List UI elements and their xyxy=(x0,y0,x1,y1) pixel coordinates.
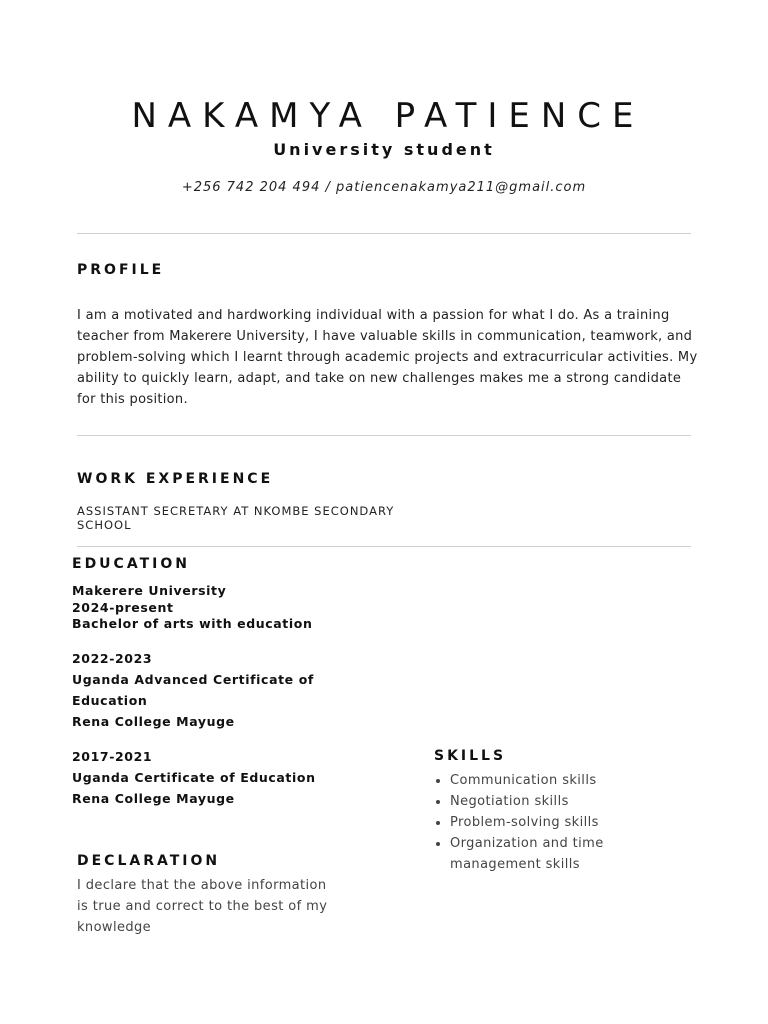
skill-item: • Negotiation skills xyxy=(450,791,650,812)
education-qualification: Uganda Certificate of Education xyxy=(72,770,316,785)
education-entry xyxy=(72,583,312,633)
divider xyxy=(77,546,691,547)
divider xyxy=(77,233,691,234)
divider xyxy=(77,435,691,436)
job-title: ASSISTANT SECRETARY AT NKOMBE SECONDARY SCHOOL xyxy=(77,504,395,532)
resume-role: University student xyxy=(273,140,495,159)
education-institution: Makerere University xyxy=(72,583,227,598)
skill-item: • Problem-solving skills xyxy=(450,812,650,833)
skills-heading: SKILLS xyxy=(434,748,507,764)
contact-info: +256 742 204 494 / patiencenakamya211@gmail.com xyxy=(181,180,587,195)
education-period: 2017-2021 xyxy=(72,749,153,764)
profile-heading: PROFILE xyxy=(77,262,165,278)
profile-text: I am a motivated and hardworking individual with a passion for what I do. As a training teacher from Makerere University, I have valuable skills in communication, teamwork, and problem-solving which I learnt through academic projects and extracurricular activities. My ability to quickly learn, adapt, and take on new challenges makes me a strong candidate for this position. xyxy=(77,308,698,407)
education-period: 2024-present xyxy=(72,599,174,615)
education-qualification: Uganda Advanced Certificate of Education xyxy=(72,672,314,708)
skill-item: • Organization and time management skills xyxy=(450,833,650,875)
declaration-text: I declare that the above information is true and correct to the best of my knowledge xyxy=(77,878,328,935)
resume-name: NAKAMYA PATIENCE xyxy=(131,96,645,136)
education-heading: EDUCATION xyxy=(72,556,190,572)
work-experience-heading: WORK EXPERIENCE xyxy=(77,471,274,487)
education-institution: Rena College Mayuge xyxy=(72,714,235,729)
skills-list xyxy=(434,770,650,875)
education-entry xyxy=(72,648,342,732)
education-entry xyxy=(72,746,316,809)
skill-item: • Communication skills xyxy=(450,770,650,791)
declaration-heading: DECLARATION xyxy=(77,853,221,869)
education-institution: Rena College Mayuge xyxy=(72,791,235,806)
education-period: 2022-2023 xyxy=(72,651,153,666)
education-qualification: Bachelor of arts with education xyxy=(72,616,313,631)
